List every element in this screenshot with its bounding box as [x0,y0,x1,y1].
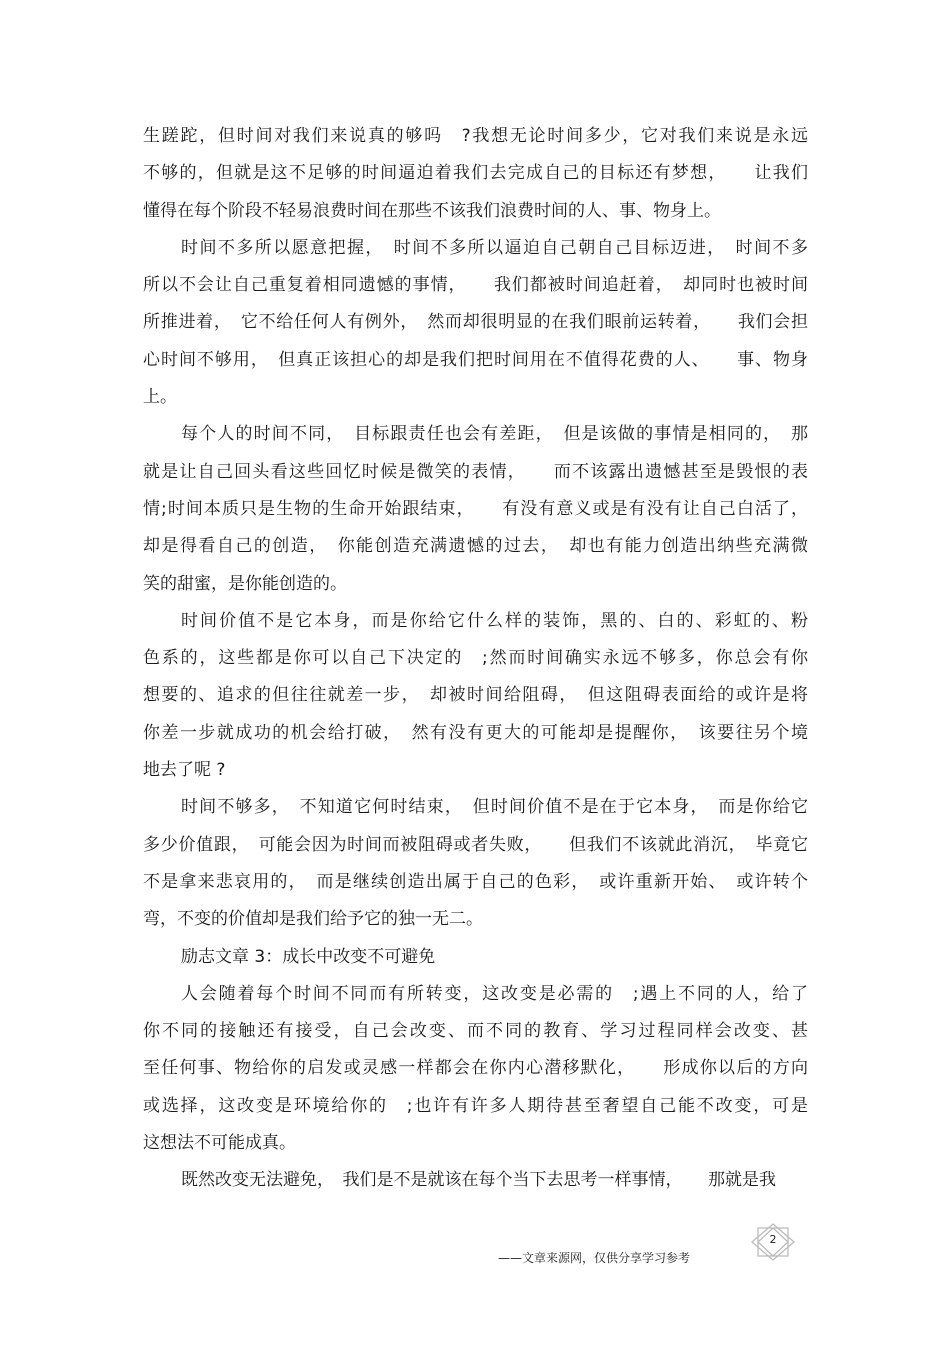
paragraph-line: 至任何事、物给你的启发或灵感一样都会在你内心潜移默化， 形成你以后的方向 [143,1058,808,1079]
paragraph-line: 时间不多所以愿意把握， 时间不多所以逼迫自己朝自己目标迈进， 时间不多 [181,237,808,258]
paragraph-line: 所以不会让自己重复着相同遗憾的事情， 我们都被时间追赶着， 却同时也被时间 [143,275,808,296]
paragraph-line: 懂得在每个阶段不轻易浪费时间在那些不该我们浪费时间的人、事、物身上。 [143,200,721,221]
document-body [143,118,808,1200]
paragraph-line: 生蹉跎，但时间对我们来说真的够吗 ?我想无论时间多少，它对我们来说是永远 [143,126,808,146]
paragraph-line: 地去了呢 ? [143,760,226,781]
paragraph-line: 色系的，这些都是你可以自己下决定的 ;然而时间确实永远不够多，你总会有你 [143,648,808,669]
paragraph-line: 这想法不可能成真。 [143,1133,296,1154]
footer-source-note: ——文章来源网，仅供分享学习参考 [498,1251,691,1265]
paragraph-line: 弯，不变的价值却是我们给予它的独一无二。 [143,909,483,930]
paragraph-line: 时间不够多， 不知道它何时结束， 但时间价值不是在于它本身， 而是你给它 [181,797,808,818]
paragraph-line: 却是得看自己的创造， 你能创造充满遗憾的过去， 却也有能力创造出纳些充满微 [143,536,808,557]
paragraph-line: 上。 [143,387,177,408]
paragraph-line: 就是让自己回头看这些回忆时候是微笑的表情， 而不该露出遗憾甚至是毁恨的表 [143,461,808,482]
page-number: 2 [769,1233,777,1246]
paragraph-line: 心时间不够用， 但真正该担心的却是我们把时间用在不值得花费的人、 事、物身 [143,349,808,370]
paragraph-line: 你不同的接触还有接受，自己会改变、而不同的教育、学习过程同样会改变、甚 [143,1021,808,1042]
paragraph-line: 你差一步就成功的机会给打破， 然有没有更大的可能却是提醒你， 该要往另个境 [143,722,808,743]
section-heading: 励志文章 3：成长中改变不可避免 [181,946,436,967]
paragraph-line: 时间价值不是它本身，而是你给它什么样的装饰，黑的、白的、彩虹的、粉 [181,610,808,631]
paragraph-line: 不是拿来悲哀用的， 而是继续创造出属于自己的色彩， 或许重新开始、 或许转个 [143,871,808,892]
paragraph-line: 人会随着每个时间不同而有所转变，这改变是必需的 ;遇上不同的人，给了 [181,983,808,1004]
paragraph-line: 情;时间本质只是生物的生命开始跟结束， 有没有意义或是有没有让自己白活了， [143,498,808,519]
paragraph-line: 不够的，但就是这不足够的时间逼迫着我们去完成自己的目标还有梦想， 让我们 [143,163,808,184]
paragraph-line: 或选择，这改变是环境给你的 ;也许有许多人期待甚至奢望自己能不改变，可是 [143,1095,808,1116]
paragraph-line: 每个人的时间不同， 目标跟责任也会有差距， 但是该做的事情是相同的， 那 [181,424,808,445]
paragraph-line: 多少价值跟， 可能会因为时间而被阻碍或者失败， 但我们不该就此消沉， 毕竟它 [143,834,808,855]
paragraph-line: 既然改变无法避免， 我们是不是就该在每个当下去思考一样事情， 那就是我 [181,1170,776,1191]
paragraph-line: 笑的甜蜜，是你能创造的。 [143,573,347,594]
paragraph-line: 想要的、追求的但往往就差一步， 却被时间给阻碍， 但这阻碍表面给的或许是将 [143,685,808,706]
paragraph-line: 所推进着， 它不给任何人有例外， 然而却很明显的在我们眼前运转着， 我们会担 [143,312,808,333]
